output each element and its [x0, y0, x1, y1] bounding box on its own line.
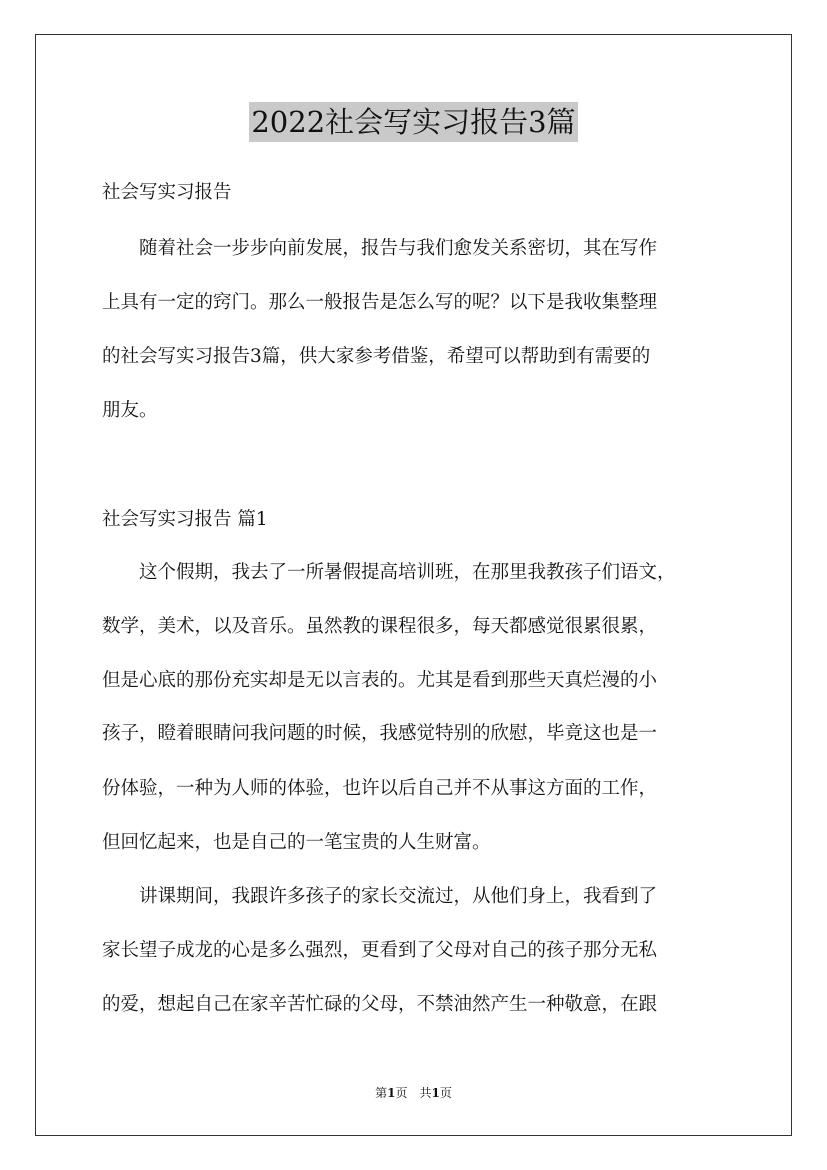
intro-line: 的社会写实习报告3篇，供大家参考借鉴，希望可以帮助到有需要的 — [102, 346, 651, 367]
paragraph-line: 份体验，一种为人师的体验，也许以后自己并不从事这方面的工作， — [102, 778, 658, 799]
intro-line: 随着社会一步步向前发展，报告与我们愈发关系密切，其在写作 — [102, 238, 658, 259]
footer-prefix: 第 — [375, 1086, 388, 1100]
title-container — [0, 102, 827, 142]
paragraph-line: 但是心底的那份充实却是无以言表的。尤其是看到那些天真烂漫的小 — [102, 670, 658, 691]
intro-line: 朋友。 — [102, 400, 158, 421]
paragraph-line: 这个假期，我去了一所暑假提高培训班，在那里我教孩子们语文， — [102, 562, 676, 583]
intro-line: 上具有一定的窍门。那么一般报告是怎么写的呢？以下是我收集整理 — [102, 292, 658, 313]
footer-page-number: 1 — [387, 1086, 396, 1100]
paragraph-line: 数学，美术，以及音乐。虽然教的课程很多，每天都感觉很累很累， — [102, 616, 658, 637]
footer-mid: 页 共 — [395, 1086, 432, 1100]
paragraph-line: 家长望子成龙的心是多么强烈，更看到了父母对自己的孩子那分无私 — [102, 940, 658, 961]
paragraph-line: 的爱，想起自己在家辛苦忙碌的父母，不禁油然产生一种敬意，在跟 — [102, 994, 658, 1015]
paragraph-line: 孩子，瞪着眼睛问我问题的时候，我感觉特别的欣慰，毕竟这也是一 — [102, 723, 658, 744]
paragraph-line: 讲课期间，我跟许多孩子的家长交流过，从他们身上，我看到了 — [102, 886, 658, 907]
paragraph-line: 但回忆起来，也是自己的一笔宝贵的人生财富。 — [102, 832, 491, 853]
footer-page-total: 1 — [431, 1086, 440, 1100]
footer-suffix: 页 — [439, 1086, 452, 1100]
section-heading: 社会写实习报告 篇1 — [102, 509, 268, 530]
page-footer — [0, 1085, 827, 1101]
document-title: 2022社会写实习报告3篇 — [249, 102, 577, 142]
intro-heading: 社会写实习报告 — [102, 182, 232, 203]
